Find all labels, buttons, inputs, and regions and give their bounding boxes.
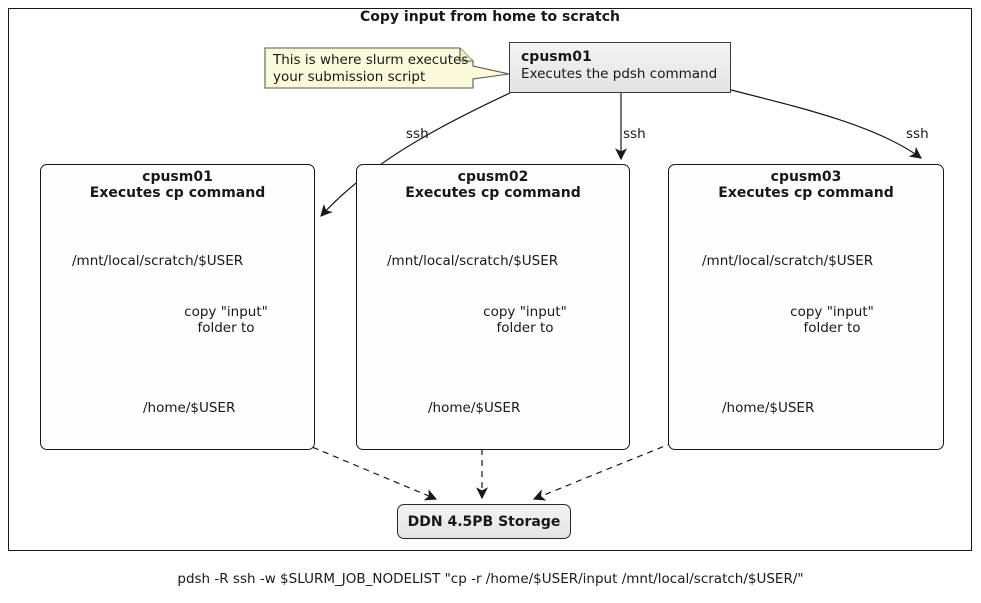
node-title — [668, 169, 944, 201]
note-line-1: This is where slurm executes — [273, 52, 469, 68]
scratch-folder-label: /mnt/local/scratch/$USER — [387, 253, 559, 269]
home-folder-label: /home/$USER — [428, 400, 521, 416]
copy-edge-label — [762, 304, 902, 336]
node-name: cpusm02 — [457, 169, 529, 185]
node-name: cpusm03 — [770, 169, 842, 185]
copy-label-line-1: copy "input" — [184, 304, 268, 320]
copy-edge-label — [455, 304, 595, 336]
node-subtitle: Executes cp command — [405, 185, 581, 201]
diagram-title: Copy input from home to scratch — [360, 9, 620, 25]
copy-label-line-2: folder to — [803, 320, 861, 336]
storage-node: DDN 4.5PB Storage — [397, 504, 571, 539]
controller-description: Executes the pdsh command — [521, 66, 718, 82]
note-line-2: your submission script — [273, 69, 426, 85]
home-folder-label: /home/$USER — [722, 400, 815, 416]
copy-edge-label — [156, 304, 296, 336]
ssh-arrow-3 — [731, 90, 921, 158]
ssh-label-2: ssh — [623, 126, 646, 142]
node-subtitle: Executes cp command — [718, 185, 894, 201]
note — [273, 52, 468, 86]
home-folder-label: /home/$USER — [143, 400, 236, 416]
scratch-folder-label: /mnt/local/scratch/$USER — [702, 253, 874, 269]
copy-label-line-1: copy "input" — [483, 304, 567, 320]
diagram-caption: pdsh -R ssh -w $SLURM_JOB_NODELIST "cp -r /home/$USER/input /mnt/local/scratch/$USER/" — [177, 571, 804, 587]
node-title — [40, 169, 315, 201]
copy-label-line-2: folder to — [197, 320, 255, 336]
node-title — [356, 169, 630, 201]
ssh-label-1: ssh — [406, 126, 429, 142]
node-name: cpusm01 — [142, 169, 213, 185]
controller-name: cpusm01 — [521, 49, 592, 65]
ssh-label-3: ssh — [906, 126, 929, 142]
copy-label-line-2: folder to — [496, 320, 554, 336]
controller-node — [509, 42, 731, 93]
node-subtitle: Executes cp command — [89, 185, 266, 201]
copy-label-line-1: copy "input" — [790, 304, 874, 320]
scratch-folder-label: /mnt/local/scratch/$USER — [72, 253, 244, 269]
